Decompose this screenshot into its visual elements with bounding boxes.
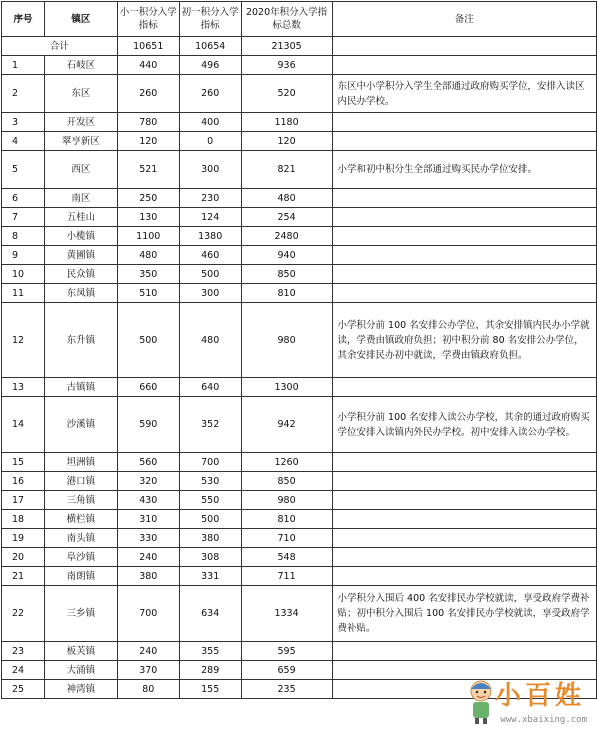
row-total: 548 — [241, 548, 332, 567]
totals-total: 21305 — [241, 37, 332, 56]
row-seq: 20 — [2, 548, 45, 567]
table-row — [2, 56, 597, 75]
row-note — [332, 567, 597, 586]
row-primary: 1100 — [117, 227, 179, 246]
row-note — [332, 284, 597, 303]
table-row — [2, 151, 597, 189]
row-total: 980 — [241, 303, 332, 378]
row-primary: 660 — [117, 378, 179, 397]
row-junior: 300 — [179, 151, 241, 189]
table-row — [2, 378, 597, 397]
row-junior: 530 — [179, 472, 241, 491]
row-total: 942 — [241, 397, 332, 453]
row-primary: 240 — [117, 642, 179, 661]
row-total: 595 — [241, 642, 332, 661]
row-district: 古镇镇 — [44, 378, 117, 397]
row-junior: 640 — [179, 378, 241, 397]
row-junior: 496 — [179, 56, 241, 75]
row-note — [332, 56, 597, 75]
row-note: 小学积分前 100 名安排公办学位，其余安排镇内民办小学就读，学费由镇政府负担；初中积分前 80 名安排公办学位，其余安排民办初中就读，学费由镇政府负担。 — [332, 303, 597, 378]
header-district: 镇区 — [44, 2, 117, 37]
row-junior: 380 — [179, 529, 241, 548]
totals-label: 合计 — [2, 37, 118, 56]
row-junior: 155 — [179, 680, 241, 699]
row-total: 520 — [241, 75, 332, 113]
row-seq: 18 — [2, 510, 45, 529]
row-district: 坦洲镇 — [44, 453, 117, 472]
header-row — [2, 2, 597, 37]
row-note — [332, 510, 597, 529]
row-primary: 310 — [117, 510, 179, 529]
row-district: 港口镇 — [44, 472, 117, 491]
row-primary: 780 — [117, 113, 179, 132]
row-junior: 352 — [179, 397, 241, 453]
row-primary: 330 — [117, 529, 179, 548]
watermark-url: www.xbaixing.com — [500, 715, 587, 725]
row-total: 711 — [241, 567, 332, 586]
row-junior: 480 — [179, 303, 241, 378]
row-total: 850 — [241, 472, 332, 491]
row-note: 小学和初中积分生全部通过购买民办学位安排。 — [332, 151, 597, 189]
row-primary: 370 — [117, 661, 179, 680]
row-total: 480 — [241, 189, 332, 208]
row-seq: 10 — [2, 265, 45, 284]
row-total: 980 — [241, 491, 332, 510]
table-row — [2, 397, 597, 453]
row-seq: 16 — [2, 472, 45, 491]
row-junior: 500 — [179, 510, 241, 529]
totals-junior: 10654 — [179, 37, 241, 56]
watermark-text: 小百姓 — [494, 681, 585, 711]
row-seq: 11 — [2, 284, 45, 303]
row-note — [332, 680, 597, 699]
row-seq: 2 — [2, 75, 45, 113]
row-seq: 1 — [2, 56, 45, 75]
table-row — [2, 265, 597, 284]
row-note — [332, 378, 597, 397]
table-row — [2, 567, 597, 586]
row-junior: 634 — [179, 586, 241, 642]
row-district: 开发区 — [44, 113, 117, 132]
row-seq: 4 — [2, 132, 45, 151]
row-junior: 260 — [179, 75, 241, 113]
row-total: 940 — [241, 246, 332, 265]
row-district: 小榄镇 — [44, 227, 117, 246]
row-total: 1334 — [241, 586, 332, 642]
row-seq: 15 — [2, 453, 45, 472]
row-junior: 355 — [179, 642, 241, 661]
row-seq: 13 — [2, 378, 45, 397]
row-note: 小学积分前 100 名安排入读公办学校，其余的通过政府购买学位安排入读镇内外民办学校。初中安排入读公办学校。 — [332, 397, 597, 453]
table-row — [2, 661, 597, 680]
row-note — [332, 642, 597, 661]
row-total: 1300 — [241, 378, 332, 397]
table-row — [2, 642, 597, 661]
table-row — [2, 75, 597, 113]
row-district: 三乡镇 — [44, 586, 117, 642]
row-total: 2480 — [241, 227, 332, 246]
row-district: 东区 — [44, 75, 117, 113]
row-primary: 320 — [117, 472, 179, 491]
row-junior: 124 — [179, 208, 241, 227]
totals-row — [2, 37, 597, 56]
row-district: 翠亨新区 — [44, 132, 117, 151]
row-district: 五桂山 — [44, 208, 117, 227]
row-district: 三角镇 — [44, 491, 117, 510]
row-district: 西区 — [44, 151, 117, 189]
row-total: 810 — [241, 284, 332, 303]
row-primary: 260 — [117, 75, 179, 113]
table-row — [2, 453, 597, 472]
row-primary: 510 — [117, 284, 179, 303]
row-note: 小学积分入围后 400 名安排民办学校就读，享受政府学费补贴；初中积分入围后 100 名安排民办学校就读，享受政府学费补贴。 — [332, 586, 597, 642]
row-junior: 289 — [179, 661, 241, 680]
row-primary: 120 — [117, 132, 179, 151]
row-junior: 700 — [179, 453, 241, 472]
row-total: 850 — [241, 265, 332, 284]
table-row — [2, 548, 597, 567]
row-primary: 130 — [117, 208, 179, 227]
row-primary: 80 — [117, 680, 179, 699]
row-primary: 500 — [117, 303, 179, 378]
header-junior: 初一积分入学指标 — [179, 2, 241, 37]
header-total: 2020年积分入学指标总数 — [241, 2, 332, 37]
row-junior: 0 — [179, 132, 241, 151]
table-row — [2, 303, 597, 378]
row-note — [332, 491, 597, 510]
row-total: 659 — [241, 661, 332, 680]
row-district: 板芙镇 — [44, 642, 117, 661]
row-junior: 400 — [179, 113, 241, 132]
row-primary: 240 — [117, 548, 179, 567]
row-note — [332, 246, 597, 265]
table-row — [2, 284, 597, 303]
row-total: 120 — [241, 132, 332, 151]
table-row — [2, 113, 597, 132]
table-row — [2, 680, 597, 699]
row-seq: 19 — [2, 529, 45, 548]
row-junior: 550 — [179, 491, 241, 510]
row-junior: 300 — [179, 284, 241, 303]
header-primary: 小一积分入学指标 — [117, 2, 179, 37]
row-district: 神湾镇 — [44, 680, 117, 699]
row-note — [332, 661, 597, 680]
totals-primary: 10651 — [117, 37, 179, 56]
table-row — [2, 246, 597, 265]
row-note — [332, 132, 597, 151]
row-seq: 5 — [2, 151, 45, 189]
row-note — [332, 189, 597, 208]
row-total: 1260 — [241, 453, 332, 472]
table-row — [2, 132, 597, 151]
row-junior: 331 — [179, 567, 241, 586]
row-primary: 480 — [117, 246, 179, 265]
row-district: 东升镇 — [44, 303, 117, 378]
row-seq: 12 — [2, 303, 45, 378]
row-seq: 23 — [2, 642, 45, 661]
table-row — [2, 189, 597, 208]
row-district: 沙溪镇 — [44, 397, 117, 453]
row-total: 710 — [241, 529, 332, 548]
row-primary: 521 — [117, 151, 179, 189]
row-seq: 24 — [2, 661, 45, 680]
row-note — [332, 227, 597, 246]
row-seq: 22 — [2, 586, 45, 642]
totals-note — [332, 37, 597, 56]
row-primary: 440 — [117, 56, 179, 75]
row-junior: 230 — [179, 189, 241, 208]
table-row — [2, 586, 597, 642]
quota-table — [1, 1, 597, 699]
table-row — [2, 208, 597, 227]
table-row — [2, 491, 597, 510]
row-primary: 590 — [117, 397, 179, 453]
table-row — [2, 472, 597, 491]
row-junior: 460 — [179, 246, 241, 265]
row-total: 1180 — [241, 113, 332, 132]
table-row — [2, 227, 597, 246]
row-district: 南头镇 — [44, 529, 117, 548]
row-seq: 3 — [2, 113, 45, 132]
row-seq: 21 — [2, 567, 45, 586]
row-seq: 14 — [2, 397, 45, 453]
row-total: 235 — [241, 680, 332, 699]
row-seq: 8 — [2, 227, 45, 246]
row-district: 大涌镇 — [44, 661, 117, 680]
row-primary: 560 — [117, 453, 179, 472]
row-note — [332, 472, 597, 491]
row-note — [332, 208, 597, 227]
row-junior: 500 — [179, 265, 241, 284]
row-district: 民众镇 — [44, 265, 117, 284]
row-primary: 350 — [117, 265, 179, 284]
row-district: 阜沙镇 — [44, 548, 117, 567]
row-seq: 6 — [2, 189, 45, 208]
row-total: 254 — [241, 208, 332, 227]
row-total: 936 — [241, 56, 332, 75]
row-note — [332, 113, 597, 132]
row-seq: 7 — [2, 208, 45, 227]
row-district: 东凤镇 — [44, 284, 117, 303]
row-primary: 700 — [117, 586, 179, 642]
row-total: 821 — [241, 151, 332, 189]
row-junior: 1380 — [179, 227, 241, 246]
row-junior: 308 — [179, 548, 241, 567]
table-row — [2, 529, 597, 548]
row-primary: 250 — [117, 189, 179, 208]
row-district: 南朗镇 — [44, 567, 117, 586]
row-note — [332, 453, 597, 472]
row-district: 黄圃镇 — [44, 246, 117, 265]
row-note — [332, 548, 597, 567]
row-note — [332, 529, 597, 548]
row-district: 石岐区 — [44, 56, 117, 75]
header-seq: 序号 — [2, 2, 45, 37]
row-seq: 17 — [2, 491, 45, 510]
row-seq: 25 — [2, 680, 45, 699]
header-note: 备注 — [332, 2, 597, 37]
table-row — [2, 510, 597, 529]
row-primary: 430 — [117, 491, 179, 510]
row-note — [332, 265, 597, 284]
row-seq: 9 — [2, 246, 45, 265]
row-total: 810 — [241, 510, 332, 529]
row-note: 东区中小学积分入学生全部通过政府购买学位，安排入读区内民办学校。 — [332, 75, 597, 113]
row-district: 横栏镇 — [44, 510, 117, 529]
row-district: 南区 — [44, 189, 117, 208]
row-primary: 380 — [117, 567, 179, 586]
